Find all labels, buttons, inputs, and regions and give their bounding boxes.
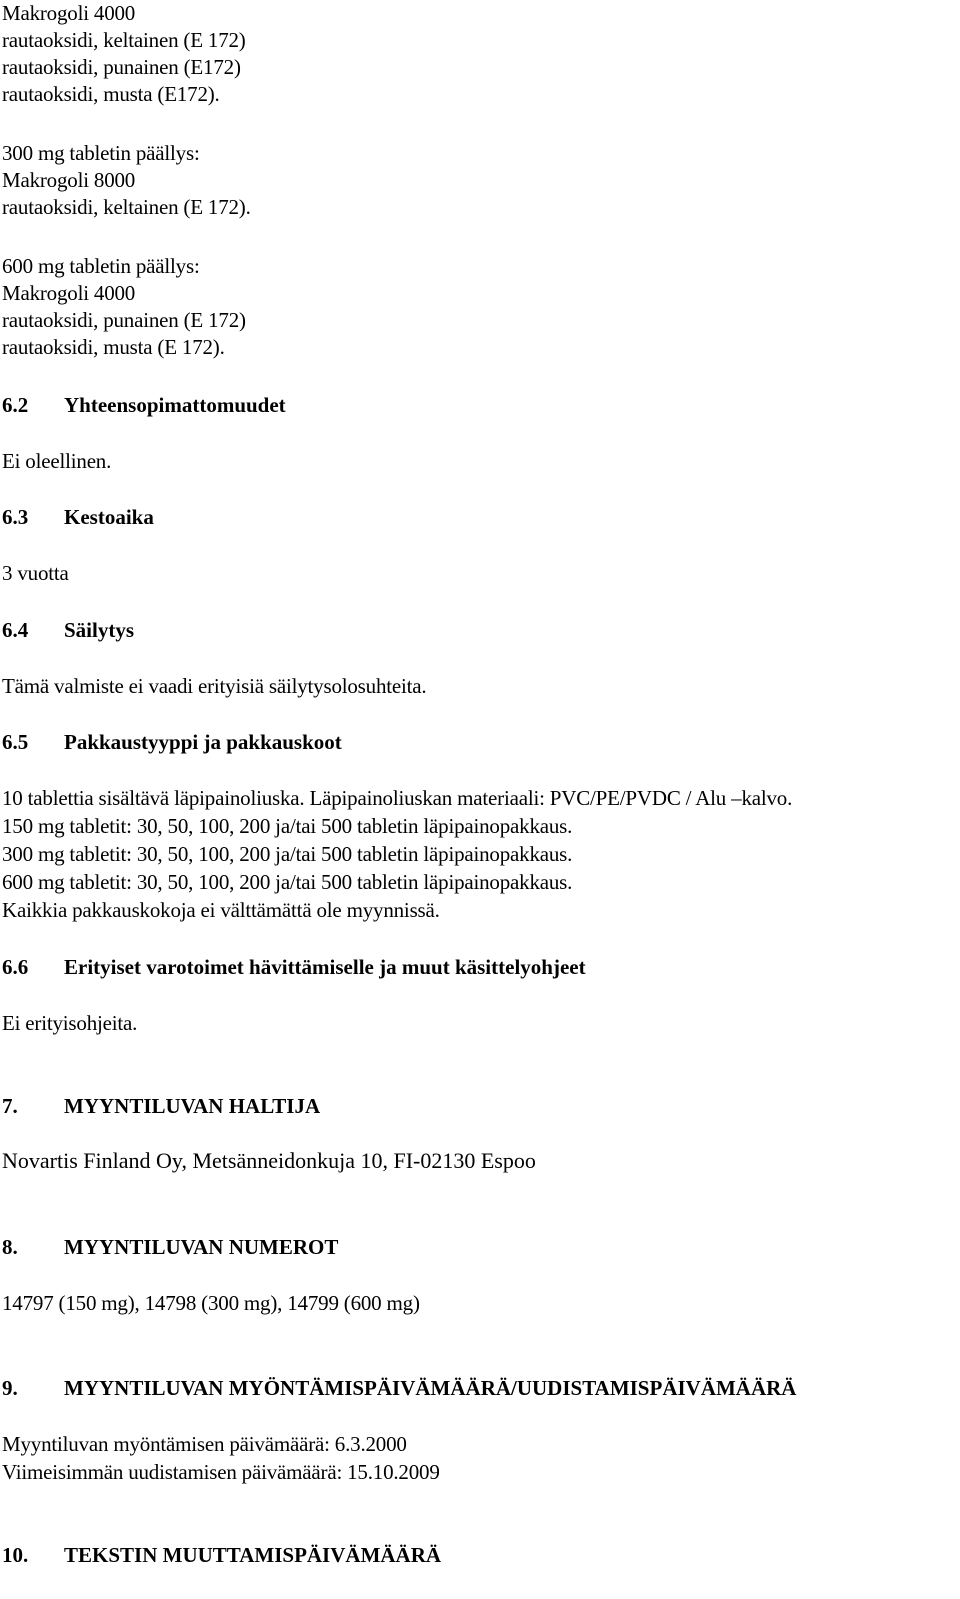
section-6-3-text: 3 vuotta xyxy=(2,561,69,585)
section-title: MYYNTILUVAN HALTIJA xyxy=(64,1094,321,1118)
section-number: 6.2 xyxy=(2,393,29,417)
section-6-5-line-5: Kaikkia pakkauskokoja ei välttämättä ole myynnissä. xyxy=(2,898,440,922)
section-10-heading xyxy=(2,1542,441,1568)
section-6-6-heading xyxy=(2,954,586,980)
section-9-line-1: Myyntiluvan myöntämisen päivämäärä: 6.3.2000 xyxy=(2,1432,407,1456)
section-6-5-line-1: 10 tablettia sisältävä läpipainoliuska. Läpipainoliuskan materiaali: PVC/PE/PVDC / Alu –kalvo. xyxy=(2,786,793,810)
section-9-line-2: Viimeisimmän uudistamisen päivämäärä: 15.10.2009 xyxy=(2,1460,440,1484)
coating-150-item-1: Makrogoli 4000 xyxy=(2,1,136,25)
section-6-5-line-3: 300 mg tabletit: 30, 50, 100, 200 ja/tai 500 tabletin läpipainopakkaus. xyxy=(2,842,573,866)
section-title: MYYNTILUVAN NUMEROT xyxy=(64,1235,339,1259)
section-title: Säilytys xyxy=(64,618,135,642)
section-6-5-line-2: 150 mg tabletit: 30, 50, 100, 200 ja/tai 500 tabletin läpipainopakkaus. xyxy=(2,814,573,838)
section-number: 6.3 xyxy=(2,505,29,529)
section-title: Pakkaustyyppi ja pakkauskoot xyxy=(64,730,342,754)
coating-150-item-4: rautaoksidi, musta (E172). xyxy=(2,82,220,106)
coating-150-item-2: rautaoksidi, keltainen (E 172) xyxy=(2,28,246,52)
coating-300-item-1: Makrogoli 8000 xyxy=(2,168,136,192)
section-number: 9. xyxy=(2,1376,18,1400)
section-7-heading xyxy=(2,1093,320,1119)
coating-600-item-2: rautaoksidi, punainen (E 172) xyxy=(2,308,246,332)
section-9-heading xyxy=(2,1375,796,1401)
coating-600-title: 600 mg tabletin päällys: xyxy=(2,254,200,278)
coating-600-item-3: rautaoksidi, musta (E 172). xyxy=(2,335,225,359)
section-number: 7. xyxy=(2,1094,18,1118)
section-title: MYYNTILUVAN MYÖNTÄMISPÄIVÄMÄÄRÄ/UUDISTAMISPÄIVÄMÄÄRÄ xyxy=(64,1376,797,1400)
coating-600-item-1: Makrogoli 4000 xyxy=(2,281,136,305)
section-title: Erityiset varotoimet hävittämiselle ja muut käsittelyohjeet xyxy=(64,955,586,979)
section-6-5-heading xyxy=(2,729,342,755)
section-6-5-line-4: 600 mg tabletit: 30, 50, 100, 200 ja/tai 500 tabletin läpipainopakkaus. xyxy=(2,870,573,894)
coating-300-title: 300 mg tabletin päällys: xyxy=(2,141,200,165)
section-number: 6.6 xyxy=(2,955,29,979)
section-8-text: 14797 (150 mg), 14798 (300 mg), 14799 (600 mg) xyxy=(2,1291,420,1315)
section-number: 6.5 xyxy=(2,730,29,754)
section-6-2-text: Ei oleellinen. xyxy=(2,449,112,473)
section-6-4-heading xyxy=(2,617,134,643)
coating-150-item-3: rautaoksidi, punainen (E172) xyxy=(2,55,241,79)
section-number: 8. xyxy=(2,1235,18,1259)
coating-300-item-2: rautaoksidi, keltainen (E 172). xyxy=(2,195,251,219)
section-8-heading xyxy=(2,1234,338,1260)
section-title: TEKSTIN MUUTTAMISPÄIVÄMÄÄRÄ xyxy=(64,1543,442,1567)
section-number: 6.4 xyxy=(2,618,29,642)
section-6-6-text: Ei erityisohjeita. xyxy=(2,1011,138,1035)
section-6-2-heading xyxy=(2,392,286,418)
section-7-text: Novartis Finland Oy, Metsänneidonkuja 10, FI-02130 Espoo xyxy=(2,1148,536,1173)
section-number: 10. xyxy=(2,1543,29,1567)
section-title: Kestoaika xyxy=(64,505,154,529)
section-title: Yhteensopimattomuudet xyxy=(64,393,286,417)
section-6-3-heading xyxy=(2,504,154,530)
section-6-4-text: Tämä valmiste ei vaadi erityisiä säilytysolosuhteita. xyxy=(2,674,427,698)
